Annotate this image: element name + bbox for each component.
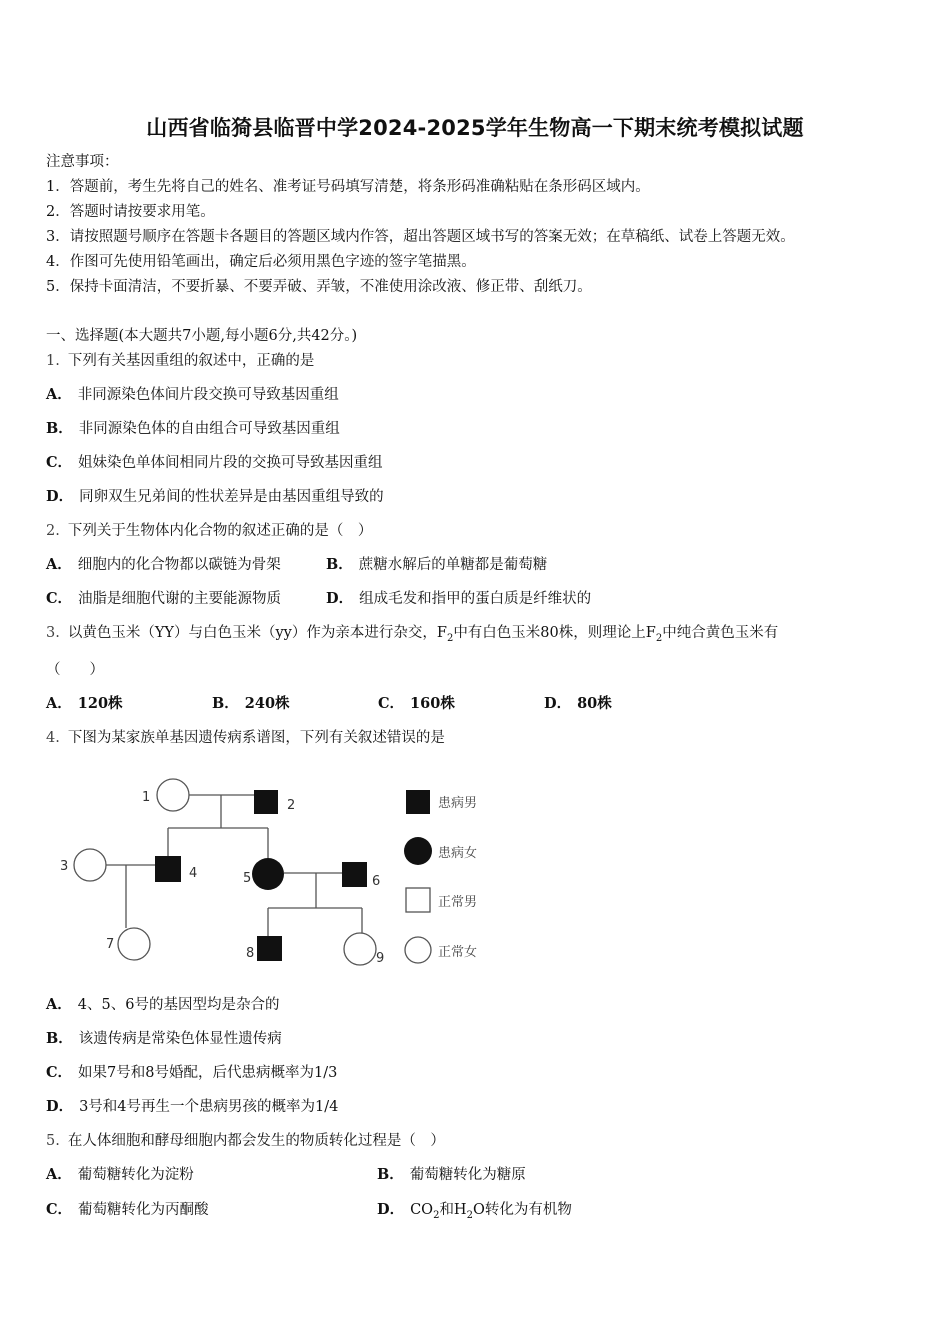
notice-item: 3．请按照题号顺序在答题卡各题目的答题区域内作答，超出答题区域书写的答案无效；在草稿纸、试卷上答题无效。 <box>46 229 795 245</box>
label-2: 2 <box>287 798 296 813</box>
question-3-stem-cont: （ ） <box>46 662 104 678</box>
page-title: 山西省临猗县临晋中学2024-2025学年生物高一下期末统考模拟试题 <box>146 116 804 140</box>
label-9: 9 <box>376 951 385 966</box>
q2-option-d[interactable]: D． 组成毛发和指甲的蛋白质是纤维状的 <box>326 590 592 607</box>
question-5-stem: 5. 在人体细胞和酵母细胞内都会发生的物质转化过程是（ ） <box>46 1133 445 1149</box>
notice-item: 1．答题前，考生先将自己的姓名、准考证号码填写清楚，将条形码准确粘贴在条形码区域内。 <box>46 179 650 195</box>
q1-option-a[interactable]: A． 非同源染色体间片段交换可导致基因重组 <box>46 386 339 403</box>
question-2-stem: 2. 下列关于生物体内化合物的叙述正确的是（ ） <box>46 523 373 539</box>
q5-option-b[interactable]: B． 葡萄糖转化为糖原 <box>377 1166 526 1183</box>
q4-option-b[interactable]: B． 该遗传病是常染色体显性遗传病 <box>46 1030 282 1047</box>
question-1-stem: 1. 下列有关基因重组的叙述中，正确的是 <box>46 353 315 369</box>
question-3-stem: 3. 以黄色玉米（YY）与白色玉米（yy）作为亲本进行杂交，$F_2$中有白色玉米80株，则理论上$F_2$中纯合黄色玉米有 <box>46 625 779 644</box>
individual-1-normal-female <box>157 779 189 811</box>
individual-9-normal-female <box>344 933 376 965</box>
legend-normal-female-label: 正常女 <box>438 945 478 960</box>
q1-option-d[interactable]: D． 同卵双生兄弟间的性状差异是由基因重组导致的 <box>46 488 384 505</box>
legend-normal-male-label: 正常男 <box>438 895 478 910</box>
label-1: 1 <box>142 790 151 805</box>
legend-normal-male-icon <box>406 888 430 912</box>
label-4: 4 <box>189 866 198 881</box>
label-6: 6 <box>372 874 381 889</box>
individual-6-affected-male <box>342 862 367 887</box>
label-8: 8 <box>246 946 255 961</box>
legend-affected-female-label: 患病女 <box>438 846 478 861</box>
notice-heading: 注意事项： <box>46 154 119 170</box>
q3-option-d[interactable]: D． 80株 <box>544 695 612 712</box>
notice-item: 5．保持卡面清洁，不要折暴、不要弄破、弄皱，不准使用涂改液、修正带、刮纸刀。 <box>46 279 592 295</box>
legend-affected-male-label: 患病男 <box>438 796 478 811</box>
q2-option-c[interactable]: C． 油脂是细胞代谢的主要能源物质 <box>46 590 282 607</box>
q5-option-a[interactable]: A． 葡萄糖转化为淀粉 <box>46 1166 194 1183</box>
individual-8-affected-male <box>257 936 282 961</box>
legend-normal-female-icon <box>405 937 431 963</box>
individual-5-affected-female <box>252 858 284 890</box>
q2-option-a[interactable]: A． 细胞内的化合物都以碳链为骨架 <box>46 556 281 573</box>
q2-option-b[interactable]: B． 蔗糖水解后的单糖都是葡萄糖 <box>326 556 548 573</box>
q1-option-b[interactable]: B． 非同源染色体的自由组合可导致基因重组 <box>46 420 340 437</box>
q5-option-d[interactable]: D． $CO_2$和$H_2O$转化为有机物 <box>377 1201 572 1221</box>
pedigree-diagram <box>46 768 516 978</box>
q3-option-c[interactable]: C． 160株 <box>378 695 455 712</box>
individual-7-normal-female <box>118 928 150 960</box>
legend-affected-male-icon <box>406 790 430 814</box>
legend-affected-female-icon <box>404 837 432 865</box>
notice-item: 2．答题时请按要求用笔。 <box>46 204 215 220</box>
notice-item: 4．作图可先使用铅笔画出，确定后必须用黑色字迹的签字笔描黑。 <box>46 254 476 270</box>
q4-option-c[interactable]: C． 如果7号和8号婚配，后代患病概率为1/3 <box>46 1064 338 1081</box>
individual-4-affected-male <box>155 856 181 882</box>
q4-option-a[interactable]: A． 4、5、6号的基因型均是杂合的 <box>46 996 280 1013</box>
individual-2-affected-male <box>254 790 278 814</box>
label-5: 5 <box>243 871 252 886</box>
q3-option-a[interactable]: A． 120株 <box>46 695 123 712</box>
q4-option-d[interactable]: D． 3号和4号再生一个患病男孩的概率为1/4 <box>46 1098 339 1115</box>
section-heading: 一、选择题(本大题共7小题,每小题6分,共42分。) <box>46 328 358 344</box>
label-3: 3 <box>60 859 69 874</box>
question-4-stem: 4. 下图为某家族单基因遗传病系谱图，下列有关叙述错误的是 <box>46 730 445 746</box>
q1-option-c[interactable]: C． 姐妹染色单体间相同片段的交换可导致基因重组 <box>46 454 383 471</box>
q5-option-c[interactable]: C． 葡萄糖转化为丙酮酸 <box>46 1201 209 1218</box>
q3-option-b[interactable]: B． 240株 <box>212 695 290 712</box>
individual-3-normal-female <box>74 849 106 881</box>
label-7: 7 <box>106 937 115 952</box>
